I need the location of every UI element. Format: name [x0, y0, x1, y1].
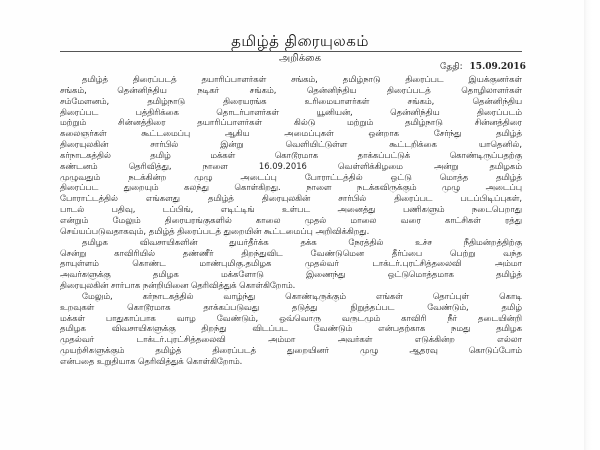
body-text-line: அவர்களுக்கு தமிழக மக்களோடு இணைந்து ஒட்டுமொத்தமாக தமிழ்த்: [60, 269, 522, 280]
body-text-line: பாடல் பதிவு, டப்பிங், எடிட்டிங் உள்பட அனைத்து பணிகளும் நடைபெறாது: [60, 204, 522, 215]
body-text-line: கண்டனம் தெரிவித்து, நாளை 16.09.2016 வெள்ளிக்கிழமை அன்று தமிழகம்: [60, 160, 522, 171]
body-text-line: திரைப்பட பத்திரிக்கை தொடர்பாளர்கள் யூனியன், தென்னிந்திய திரைப்படம்: [60, 106, 522, 117]
date-line: [440, 62, 526, 73]
body-text-line: திரையுலகின் சார்பாக நன்றியினை தெரிவித்துக் கொள்கிறோம்.: [60, 280, 296, 291]
body-text-line: மேலும், கர்நாடகத்தில் வாழ்ந்து கொண்டிருக்கும் எங்கள் தொப்புள் கொடி: [82, 290, 522, 301]
date-value: 15.09.2016: [469, 62, 526, 72]
body-text-line: தாயுள்ளம் கொண்ட மாண்புமிகு.தமிழக முதல்வர் டாக்டர்.புரட்சித்தலைவி அம்மா: [60, 258, 522, 269]
document-subtitle: அறிக்கை: [279, 53, 321, 64]
body-text-line: சங்கம், தென்னிந்திய நடிகர் சங்கம், தென்னிந்திய திரைப்படத் தொழிலாளர்கள்: [60, 84, 522, 95]
body-text-line: போராட்டத்தில் எங்களது தமிழ்த் திரையுலகின் சார்பில் திரைப்பட படப்பிடிப்புகள்,: [60, 193, 522, 204]
body-text-line: கலைஞர்கள் கூட்டமைப்பு ஆகிய அமைப்புகள் ஒன்றாக சேர்ந்து தமிழ்த்: [60, 128, 522, 139]
page-edge-shadow: [584, 0, 600, 450]
body-text-line: சம்மேளனம், தமிழ்நாடு திரையரங்க உரிமையாளர்கள் சங்கம், தென்னிந்திய: [60, 95, 522, 106]
body-text-line: மக்கள் பாதுகாப்பாக வாழ வேண்டும், ஒவ்வொரு வருடமும் காவிரி நீர் தடையின்றி: [60, 312, 522, 323]
body-text-line: சென்று காவிரியில் தண்ணீர் திறந்துவிட வேண்டுமென தீர்ப்பை பெற்று வந்த: [60, 247, 522, 258]
title-underline-divider: [60, 51, 522, 52]
body-text-line: தமிழ்த் திரைப்படத் தயாரிப்பாளர்கள் சங்கம், தமிழ்நாடு திரைப்பட இயக்குனர்கள்: [82, 74, 522, 84]
body-text-line: மற்றும் சின்னத்திரை தயாரிப்பாளர்கள் கில்டு மற்றும் தமிழ்நாடு சின்னத்திரை: [60, 117, 522, 128]
body-text-line: தமிழக விவசாயிகளுக்கு திறந்து விடப்பட வேண்டும் என்பதற்காக நமது தமிழக: [60, 323, 522, 334]
body-text-line: முதல்வர் டாக்டர்.புரட்சித்தலைவி அம்மா அவர்கள் எடுக்கின்ற எல்லா: [60, 334, 522, 345]
body-text-line: திரையுலகின் சார்பில் இன்று வெளியிட்டுள்ள கூட்டறிக்கை யாதெனில்,: [60, 139, 522, 150]
date-label: தேதி:: [440, 62, 463, 72]
body-text-line: தமிழக விவசாயிகளின் துயர்தீர்க்க தக்க நேரத்தில் உச்ச நீதிமன்றத்திற்கு: [82, 236, 522, 247]
body-text-line: திரைப்பட துறையும் கலந்து கொள்கிறது. நாளை நடக்கவிருக்கும் முழு அடைப்பு: [60, 182, 522, 193]
statement-body: [60, 74, 522, 367]
body-text-line: முழுவதும் நடக்கின்ற முழு அடைப்பு போராட்டத்தில் ஒட்டு மொத்த தமிழ்த்: [60, 171, 522, 182]
body-text-line: என்பதை உறுதியாக தெரிவித்துக் கொள்கிறோம்.: [60, 355, 243, 366]
document-title: தமிழ்த் திரையுலகம்: [231, 32, 369, 50]
body-text-line: என்றும் மேலும் திரையரங்குகளில் காலை முதல் மாலை வரை காட்சிகள் ரத்து: [60, 214, 522, 225]
body-text-line: செய்யப்படுவதாகவும், தமிழ்த் திரைப்படத் துறையின் கூட்டமைப்பு அறிவிக்கிறது.: [60, 225, 370, 236]
body-text-line: கர்நாடகத்தில் தமிழ் மக்கள் கொடூரமாக தாக்கப்பட்டுக் கொண்டிருப்பதற்கு: [60, 149, 522, 160]
body-text-line: முயற்சிகளுக்கும் தமிழ்த் திரைப்படத் துறையினர் முழு ஆதரவு கொடுப்போம்: [60, 345, 522, 356]
body-text-line: உறவுகள் கொடூரமாக தாக்கப்படுவது தடுத்து நிறுத்தப்பட வேண்டும், தமிழ்: [60, 301, 522, 312]
